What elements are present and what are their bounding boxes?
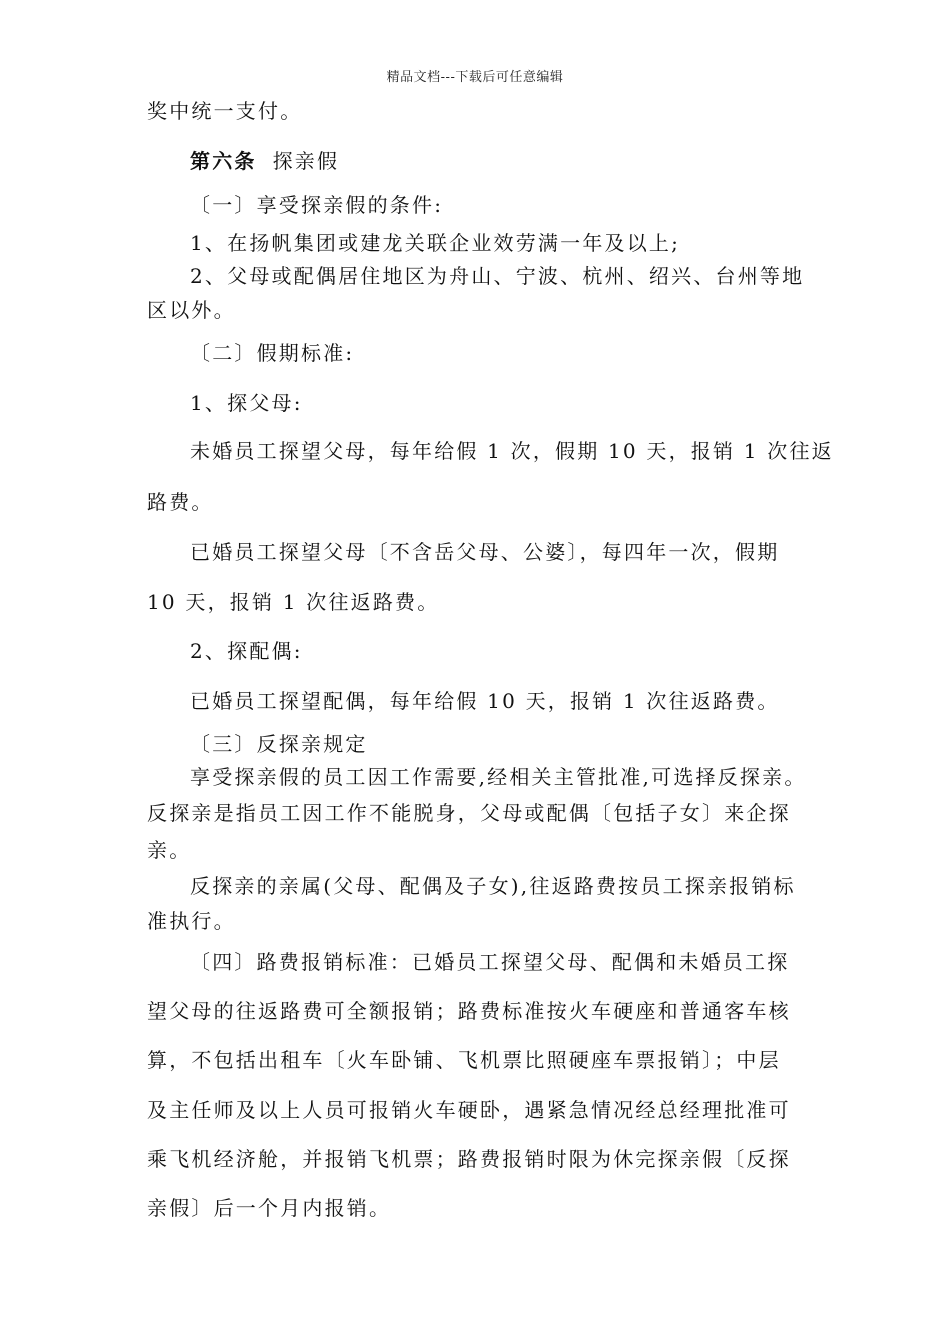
text-line: 亲。 bbox=[147, 838, 192, 862]
text-line: 反探亲是指员工因工作不能脱身，父母或配偶〔包括子女〕来企探 bbox=[147, 801, 791, 825]
article-title: 探亲假 bbox=[272, 149, 340, 173]
subsection-heading: 1、探父母: bbox=[190, 391, 303, 415]
text-line: 路费。 bbox=[147, 490, 214, 514]
text-line: 享受探亲假的员工因工作需要,经相关主管批准,可选择反探亲。 bbox=[190, 765, 807, 789]
section-heading: 〔三〕反探亲规定 bbox=[190, 732, 368, 756]
section-heading: 〔二〕假期标准: bbox=[190, 341, 355, 365]
article-number: 第六条 bbox=[190, 149, 257, 173]
section-heading: 〔一〕享受探亲假的条件: bbox=[190, 193, 444, 217]
text-line: 算，不包括出租车〔火车卧铺、飞机票比照硬座车票报销〕；中层 bbox=[147, 1048, 781, 1072]
text-line: 10 天，报销 1 次往返路费。 bbox=[147, 590, 440, 614]
text-line: 区以外。 bbox=[147, 298, 236, 322]
text-line: 1、在扬帆集团或建龙关联企业效劳满一年及以上; bbox=[190, 231, 681, 255]
text-line: 准执行。 bbox=[147, 909, 236, 933]
text-line: 反探亲的亲属(父母、配偶及子女),往返路费按员工探亲报销标 bbox=[190, 874, 796, 898]
text-line: 望父母的往返路费可全额报销；路费标准按火车硬座和普通客车核 bbox=[147, 999, 791, 1023]
text-line: 奖中统一支付。 bbox=[147, 99, 303, 123]
text-line: 未婚员工探望父母，每年给假 1 次，假期 10 天，报销 1 次往返 bbox=[190, 439, 834, 463]
section-heading: 〔四〕路费报销标准：已婚员工探望父母、配偶和未婚员工探 bbox=[190, 950, 790, 974]
text-line: 亲假〕后一个月内报销。 bbox=[147, 1196, 392, 1220]
article-heading bbox=[190, 148, 339, 174]
text-line: 已婚员工探望父母〔不含岳父母、公婆〕，每四年一次，假期 bbox=[190, 540, 780, 564]
text-line: 已婚员工探望配偶，每年给假 10 天，报销 1 次往返路费。 bbox=[190, 689, 780, 713]
page-header: 精品文档---下载后可任意编辑 bbox=[386, 70, 564, 85]
text-line: 及主任师及以上人员可报销火车硬卧，遇紧急情况经总经理批准可 bbox=[147, 1098, 791, 1122]
subsection-heading: 2、探配偶: bbox=[190, 639, 303, 663]
text-line: 2、父母或配偶居住地区为舟山、宁波、杭州、绍兴、台州等地 bbox=[190, 264, 805, 288]
text-line: 乘飞机经济舱，并报销飞机票；路费报销时限为休完探亲假〔反探 bbox=[147, 1147, 791, 1171]
